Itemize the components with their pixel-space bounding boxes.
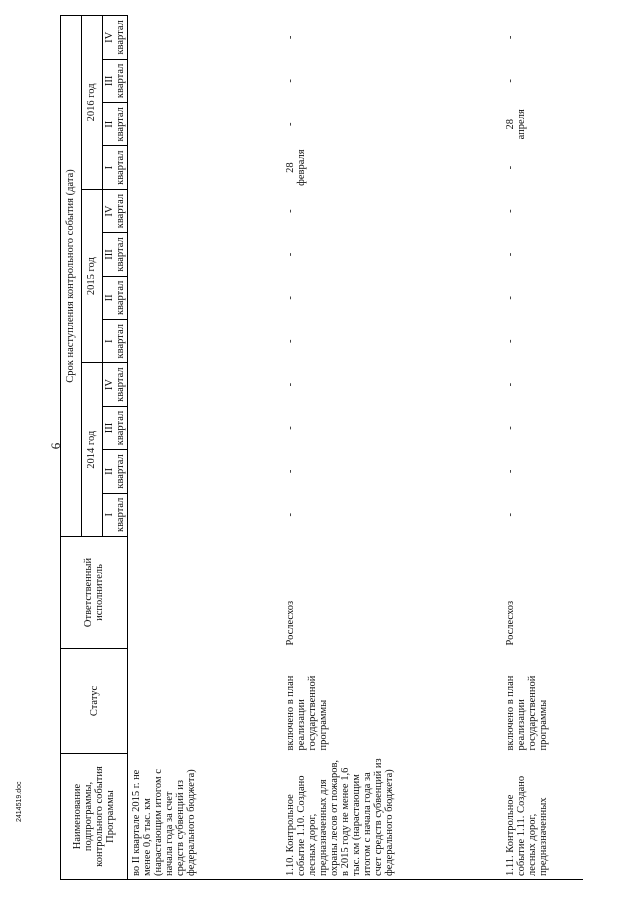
header-executor: Ответственный исполнитель [61, 536, 128, 648]
row-cell: - [504, 469, 516, 474]
row-cell: - [284, 296, 296, 300]
header-year-2015: 2015 год [82, 189, 103, 363]
header-quarter: IV квартал [103, 189, 128, 232]
row-cell: - [504, 165, 516, 170]
row-cell [128, 493, 283, 536]
row-name: 1.10. Контрольное событие 1.10. Создано лесных дорог, предназначенных для охраны лесов от пожаров, в 2015 году не менее 1,6 тыс. км (нарастающим итогом с начала года за счет средств субвенций из федерального бюджета) [283, 753, 503, 879]
header-year-2014: 2014 год [82, 363, 103, 537]
header-quarter: II квартал [103, 276, 128, 319]
row-cell [128, 450, 283, 493]
table-row [503, 16, 583, 880]
row-cell [128, 363, 283, 406]
row-cell: - [284, 339, 296, 343]
row-cell: - [284, 469, 296, 474]
row-cell: - [504, 296, 516, 300]
header-quarter: III квартал [103, 406, 128, 449]
control-events-table [60, 15, 583, 880]
header-quarter: I квартал [103, 146, 128, 189]
header-status: Статус [61, 648, 128, 753]
row-cell: - [284, 426, 296, 430]
row-cell: - [284, 252, 296, 257]
header-quarter: III квартал [103, 233, 128, 276]
header-name: Наименование подпрограммы, контрольного события Программы [61, 753, 128, 879]
header-quarter: I квартал [103, 320, 128, 363]
header-year-2016: 2016 год [82, 16, 103, 190]
row-cell: - [504, 426, 516, 430]
row-status [128, 648, 283, 753]
row-cell: - [504, 35, 516, 40]
row-cell [128, 59, 283, 102]
page-number: 6 [48, 442, 63, 450]
row-name: во II квартале 2015 г. не менее 0,6 тыс. км (нарастающим итогом с начала года за счет средств субвенций из федерального бюджета) [128, 753, 283, 879]
row-cell: - [504, 209, 516, 213]
row-cell [128, 233, 283, 276]
row-cell: - [504, 382, 516, 387]
row-cell [128, 320, 283, 363]
header-quarter: IV квартал [103, 16, 128, 60]
row-cell: - [284, 122, 296, 127]
row-cell: - [504, 79, 516, 83]
row-cell: - [504, 339, 516, 343]
row-cell [128, 16, 283, 60]
row-cell: - [504, 252, 516, 257]
table-row [128, 16, 283, 880]
row-executor: Рослесхоз [284, 600, 296, 646]
document-reference: 2414519.doc [16, 781, 23, 822]
row-executor: Рослесхоз [504, 600, 516, 646]
row-cell: 28 апреля [504, 109, 527, 140]
header-quarter: I квартал [103, 493, 128, 536]
header-quarter: II квартал [103, 450, 128, 493]
row-executor [128, 536, 283, 648]
row-cell: - [504, 513, 516, 517]
row-cell [128, 146, 283, 189]
row-cell [128, 103, 283, 146]
header-quarter: III квартал [103, 59, 128, 102]
row-cell: - [284, 209, 296, 213]
row-cell: - [284, 513, 296, 517]
row-cell: - [284, 382, 296, 387]
row-status: включено в план реализации государственной программы [284, 675, 329, 751]
row-cell: 28 февраля [284, 149, 307, 186]
rotated-page-content [60, 15, 640, 880]
row-cell [128, 189, 283, 232]
row-cell: - [284, 79, 296, 83]
header-quarter: IV квартал [103, 363, 128, 406]
row-cell [128, 276, 283, 319]
header-deadline: Срок наступления контрольного события (дата) [61, 16, 82, 537]
header-quarter: II квартал [103, 103, 128, 146]
row-name: 1.11. Контрольное событие 1.11. Создано лесных дорог, предназначенных [503, 753, 583, 879]
row-cell [128, 406, 283, 449]
row-cell: - [284, 35, 296, 40]
row-status: включено в план реализации государственной программы [504, 675, 549, 751]
table-row [283, 16, 503, 880]
